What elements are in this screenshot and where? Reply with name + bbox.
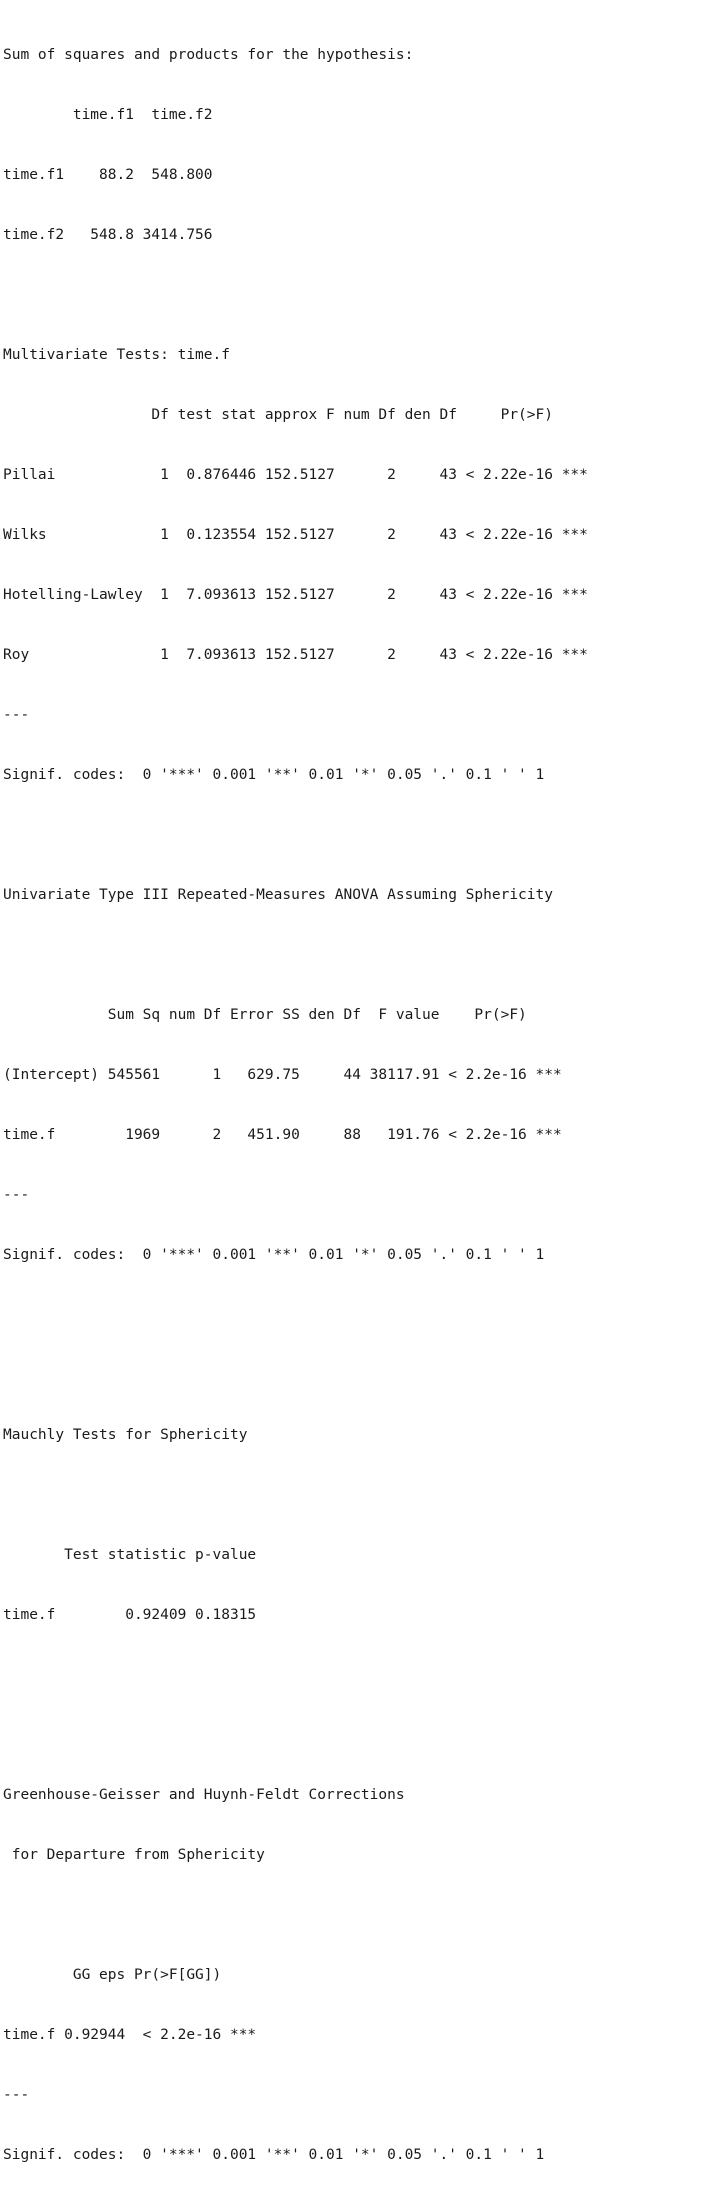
multivariate-test-row: Pillai 1 0.876446 152.5127 2 43 < 2.22e-16 *** <box>3 467 588 483</box>
corrections-row: time.f 0.92944 < 2.2e-16 *** <box>3 2027 257 2043</box>
corrections-subtitle: for Departure from Sphericity <box>3 1847 265 1863</box>
hypothesis-sscp-title: Sum of squares and products for the hypothesis: <box>3 47 414 63</box>
separator-line: --- <box>3 1187 30 1203</box>
hypothesis-sscp-row: time.f2 548.8 3414.756 <box>3 227 213 243</box>
multivariate-test-row: Wilks 1 0.123554 152.5127 2 43 < 2.22e-16 *** <box>3 527 588 543</box>
r-console-output[interactable] <box>3 5 723 2185</box>
mauchly-tests-title: Mauchly Tests for Sphericity <box>3 1427 248 1443</box>
corrections-title: Greenhouse-Geisser and Huynh-Feldt Corrections <box>3 1787 405 1803</box>
blank-line <box>3 1665 723 1685</box>
blank-line <box>3 1905 723 1925</box>
signif-codes: Signif. codes: 0 '***' 0.001 '**' 0.01 '*' 0.05 '.' 0.1 ' ' 1 <box>3 1247 545 1263</box>
univariate-anova-title: Univariate Type III Repeated-Measures ANOVA Assuming Sphericity <box>3 887 553 903</box>
hypothesis-sscp-row: time.f1 88.2 548.800 <box>3 167 213 183</box>
blank-line <box>3 945 723 965</box>
multivariate-test-row: Roy 1 7.093613 152.5127 2 43 < 2.22e-16 *** <box>3 647 588 663</box>
univariate-anova-header: Sum Sq num Df Error SS den Df F value Pr(>F) <box>3 1007 562 1023</box>
corrections-header: GG eps Pr(>F[GG]) <box>3 1967 257 1983</box>
mauchly-tests-header: Test statistic p-value <box>3 1547 257 1563</box>
hypothesis-sscp-header: time.f1 time.f2 <box>3 107 213 123</box>
univariate-anova-row: (Intercept) 545561 1 629.75 44 38117.91 < 2.2e-16 *** <box>3 1067 562 1083</box>
blank-line <box>3 825 723 845</box>
blank-line <box>3 1365 723 1385</box>
multivariate-tests-header: Df test stat approx F num Df den Df Pr(>F) <box>3 407 588 423</box>
signif-codes: Signif. codes: 0 '***' 0.001 '**' 0.01 '*' 0.05 '.' 0.1 ' ' 1 <box>3 767 545 783</box>
blank-line <box>3 1725 723 1745</box>
blank-line <box>3 285 723 305</box>
multivariate-tests-title: Multivariate Tests: time.f <box>3 347 230 363</box>
blank-line <box>3 1305 723 1325</box>
mauchly-test-row: time.f 0.92409 0.18315 <box>3 1607 257 1623</box>
signif-codes: Signif. codes: 0 '***' 0.001 '**' 0.01 '*' 0.05 '.' 0.1 ' ' 1 <box>3 2147 545 2163</box>
blank-line <box>3 1485 723 1505</box>
univariate-anova-row: time.f 1969 2 451.90 88 191.76 < 2.2e-16 *** <box>3 1127 562 1143</box>
separator-line: --- <box>3 707 30 723</box>
separator-line: --- <box>3 2087 30 2103</box>
multivariate-test-row: Hotelling-Lawley 1 7.093613 152.5127 2 43 < 2.22e-16 *** <box>3 587 588 603</box>
